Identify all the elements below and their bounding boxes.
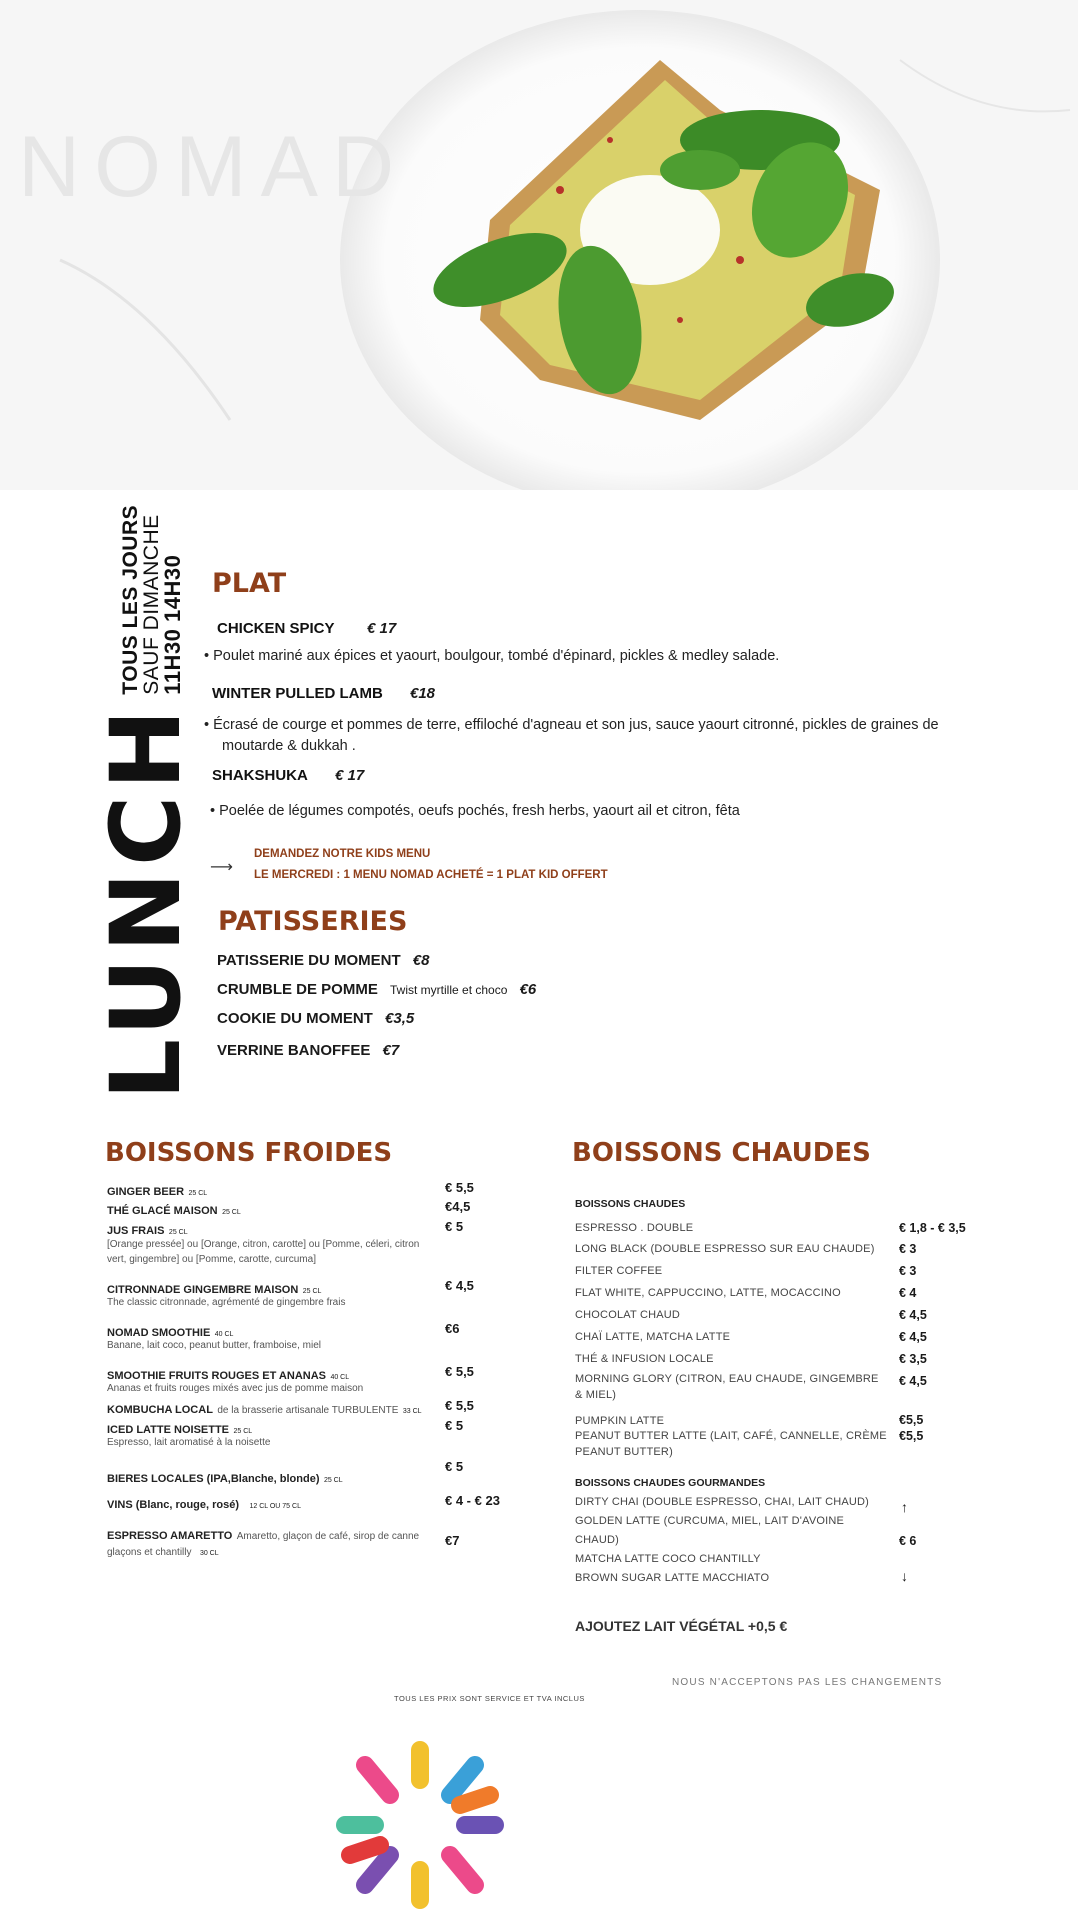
kids-line-1: DEMANDEZ NOTRE KIDS MENU	[254, 848, 431, 860]
arrow-down-icon: ↓	[901, 1568, 908, 1584]
drink-description: Ananas et fruits rouges mixés avec jus de pomme maison	[107, 1383, 364, 1394]
hot-drink-name-cont: PEANUT BUTTER)	[575, 1446, 673, 1458]
hot-drink-price: € 4,5	[899, 1330, 927, 1344]
avocado-toast-illustration	[0, 0, 1078, 490]
hot-drink-name: PEANUT BUTTER LATTE (LAIT, CAFÉ, CANNELLE, CRÈME	[575, 1430, 887, 1442]
hot-drink-name: MORNING GLORY (CITRON, EAU CHAUDE, GINGEMBRE	[575, 1373, 879, 1385]
dish-description: • Écrasé de courge et pommes de terre, effiloché d'agneau et son jus, sauce yaourt citronné, pickles de graines de	[204, 717, 939, 733]
drink-description: de la brasserie artisanale TURBULENTE	[217, 1405, 399, 1416]
cold-drink-item	[107, 1469, 343, 1487]
drink-name: BIERES LOCALES (IPA,Blanche, blonde)	[107, 1473, 320, 1485]
drink-volume: 25 CL	[188, 1190, 208, 1197]
dish-description: • Poulet mariné aux épices et yaourt, boulgour, tombé d'épinard, pickles & medley salade.	[204, 648, 780, 664]
hot-drinks-header: BOISSONS CHAUDES	[575, 1198, 686, 1210]
drink-description: The classic citronnade, agrémenté de gingembre frais	[107, 1297, 346, 1308]
dish-name: CHICKEN SPICY	[217, 620, 335, 637]
drink-description: Amaretto, glaçon de café, sirop de canne	[236, 1531, 420, 1542]
gourmandes-price: € 6	[899, 1534, 917, 1548]
cold-drink-item	[107, 1400, 422, 1418]
hot-drink-name: CHAÏ LATTE, MATCHA LATTE	[575, 1331, 731, 1343]
drink-name: ESPRESSO AMARETTO	[107, 1530, 233, 1542]
hot-drink-price: €5,5	[899, 1429, 924, 1443]
hot-drink-price: € 4,5	[899, 1374, 927, 1388]
drink-volume: 40 CL	[330, 1374, 350, 1381]
drink-price: € 5	[445, 1418, 464, 1433]
drink-volume: 40 CL	[214, 1331, 234, 1338]
drink-name: KOMBUCHA LOCAL	[107, 1404, 213, 1416]
hot-drink-price: €5,5	[899, 1413, 924, 1427]
cold-drink-item	[107, 1182, 207, 1200]
gourmande-item: BROWN SUGAR LATTE MACCHIATO	[575, 1572, 770, 1584]
arrow-right-icon: ⟶	[210, 859, 233, 876]
dish-description-cont: moutarde & dukkah .	[222, 738, 356, 754]
drink-description: Espresso, lait aromatisé à la noisette	[107, 1437, 271, 1448]
patisserie-name: PATISSERIE DU MOMENT	[217, 952, 401, 969]
gourmandes-header: BOISSONS CHAUDES GOURMANDES	[575, 1477, 766, 1489]
gourmande-item: GOLDEN LATTE (CURCUMA, MIEL, LAIT D'AVOINE	[575, 1515, 845, 1527]
cold-drink-item	[107, 1201, 241, 1219]
lunch-days: TOUS LES JOURS	[119, 504, 142, 695]
hot-drink-name: FLAT WHITE, CAPPUCCINO, LATTE, MOCACCINO	[575, 1287, 841, 1299]
drink-price: € 5	[445, 1459, 464, 1474]
brand-watermark: NOMAD	[18, 119, 409, 215]
drink-price: € 5,5	[445, 1364, 474, 1379]
drink-price: € 4 - € 23	[445, 1493, 500, 1508]
patisserie-name: VERRINE BANOFFEE	[217, 1042, 371, 1059]
hot-drink-name: CHOCOLAT CHAUD	[575, 1309, 681, 1321]
drink-name: JUS FRAIS	[107, 1225, 165, 1237]
patisserie-item	[217, 1010, 414, 1027]
lunch-schedule	[120, 505, 184, 695]
drink-volume: 25 CL	[302, 1288, 322, 1295]
drink-name: GINGER BEER	[107, 1186, 185, 1198]
dish-price: €18	[410, 685, 436, 702]
arrow-up-icon: ↑	[901, 1499, 908, 1515]
drink-price: € 5,5	[445, 1180, 474, 1195]
kids-line-2: LE MERCREDI : 1 MENU NOMAD ACHETÉ = 1 PLAT KID OFFERT	[254, 869, 608, 881]
drink-name: THÉ GLACÉ MAISON	[107, 1205, 218, 1217]
patisserie-item	[217, 981, 536, 998]
kids-menu-note	[254, 844, 608, 886]
vegetal-milk-note: AJOUTEZ LAIT VÉGÉTAL +0,5 €	[575, 1618, 788, 1634]
drink-volume: 25 CL	[222, 1209, 241, 1216]
dish-price: € 17	[367, 620, 397, 637]
hot-drink-price: € 4	[899, 1286, 917, 1300]
drink-description: glaçons et chantilly	[107, 1547, 192, 1558]
dish-price: € 17	[335, 767, 365, 784]
drink-price: €7	[445, 1533, 460, 1548]
hot-drink-price: € 4,5	[899, 1308, 927, 1322]
nomad-star-logo	[335, 1740, 505, 1910]
patisserie-price: €8	[412, 952, 430, 969]
hot-drink-price: € 3,5	[899, 1352, 927, 1366]
patisserie-item	[217, 952, 429, 969]
gourmande-item: CHAUD)	[575, 1534, 619, 1546]
hot-drink-name: LONG BLACK (DOUBLE ESPRESSO SUR EAU CHAUDE)	[575, 1243, 875, 1255]
hot-drink-price: € 1,8 - € 3,5	[899, 1221, 966, 1235]
hot-drink-name: ESPRESSO . DOUBLE	[575, 1222, 694, 1234]
hot-drink-name: THÉ & INFUSION LOCALE	[575, 1353, 714, 1365]
patisserie-name: COOKIE DU MOMENT	[217, 1010, 373, 1027]
patisserie-price: €3,5	[385, 1010, 415, 1027]
lunch-title: LUNCH	[90, 703, 202, 1100]
drink-volume: 25 CL	[168, 1229, 188, 1236]
dish-name: WINTER PULLED LAMB	[212, 685, 383, 702]
plat-title: PLAT	[212, 568, 287, 599]
patisserie-price: €7	[382, 1042, 400, 1059]
hot-drink-price: € 3	[899, 1242, 917, 1256]
drink-name: NOMAD SMOOTHIE	[107, 1327, 211, 1339]
drink-volume: 30 CL	[199, 1550, 219, 1557]
lunch-except: SAUF DIMANCHE	[140, 514, 163, 695]
drink-price: €6	[445, 1321, 460, 1336]
drink-description: [Orange pressée] ou [Orange, citron, carotte] ou [Pomme, céleri, citron vert, gingembre] ou [Pomme, carotte, curcuma]	[107, 1239, 420, 1265]
patisseries-title: PATISSERIES	[218, 906, 408, 937]
drink-name: VINS (Blanc, rouge, rosé)	[107, 1499, 240, 1511]
boissons-chaudes-title: BOISSONS CHAUDES	[572, 1138, 871, 1168]
hot-drinks-list	[575, 1198, 975, 1634]
no-changes-note: NOUS N'ACCEPTONS PAS LES CHANGEMENTS	[672, 1677, 943, 1688]
drink-name: SMOOTHIE FRUITS ROUGES ET ANANAS	[107, 1370, 326, 1382]
drink-price: € 4,5	[445, 1278, 474, 1293]
drink-volume: 33 CL	[402, 1408, 422, 1415]
hot-drink-price: € 3	[899, 1264, 917, 1278]
patisserie-note: Twist myrtille et choco	[390, 983, 508, 997]
drink-volume: 25 CL	[233, 1428, 253, 1435]
patisserie-name: CRUMBLE DE POMME	[217, 981, 378, 998]
dish-description: • Poelée de légumes compotés, oeufs pochés, fresh herbs, yaourt ail et citron, fêta	[210, 803, 740, 819]
lunch-hours: 11H30 14H30	[160, 554, 185, 695]
hot-drink-name: PUMPKIN LATTE	[575, 1415, 665, 1427]
boissons-froides-title: BOISSONS FROIDES	[105, 1138, 393, 1168]
drink-price: €4,5	[445, 1199, 471, 1214]
drink-volume: 25 CL	[323, 1477, 343, 1484]
cold-drink-item	[107, 1495, 301, 1513]
drink-price: € 5,5	[445, 1398, 474, 1413]
gourmande-item: MATCHA LATTE COCO CHANTILLY	[575, 1553, 761, 1565]
drink-volume: 12 CL OU 75 CL	[249, 1503, 301, 1510]
drink-description: Banane, lait coco, peanut butter, framboise, miel	[107, 1340, 322, 1351]
cold-drink-item-cont	[107, 1542, 219, 1560]
patisserie-price: €6	[519, 981, 537, 998]
patisserie-item	[217, 1042, 399, 1059]
prices-note: TOUS LES PRIX SONT SERVICE ET TVA INCLUS	[394, 1694, 585, 1703]
hot-drink-name: FILTER COFFEE	[575, 1265, 663, 1277]
hero-image	[0, 0, 1078, 490]
drink-price: € 5	[445, 1219, 464, 1234]
gourmande-item: DIRTY CHAI (DOUBLE ESPRESSO, CHAI, LAIT CHAUD)	[575, 1496, 870, 1508]
drink-name: CITRONNADE GINGEMBRE MAISON	[107, 1284, 299, 1296]
lunch-vertical-label	[90, 504, 202, 1100]
dish-name: SHAKSHUKA	[212, 767, 308, 784]
hot-drink-name-cont: & MIEL)	[575, 1389, 617, 1401]
drink-name: ICED LATTE NOISETTE	[107, 1424, 230, 1436]
